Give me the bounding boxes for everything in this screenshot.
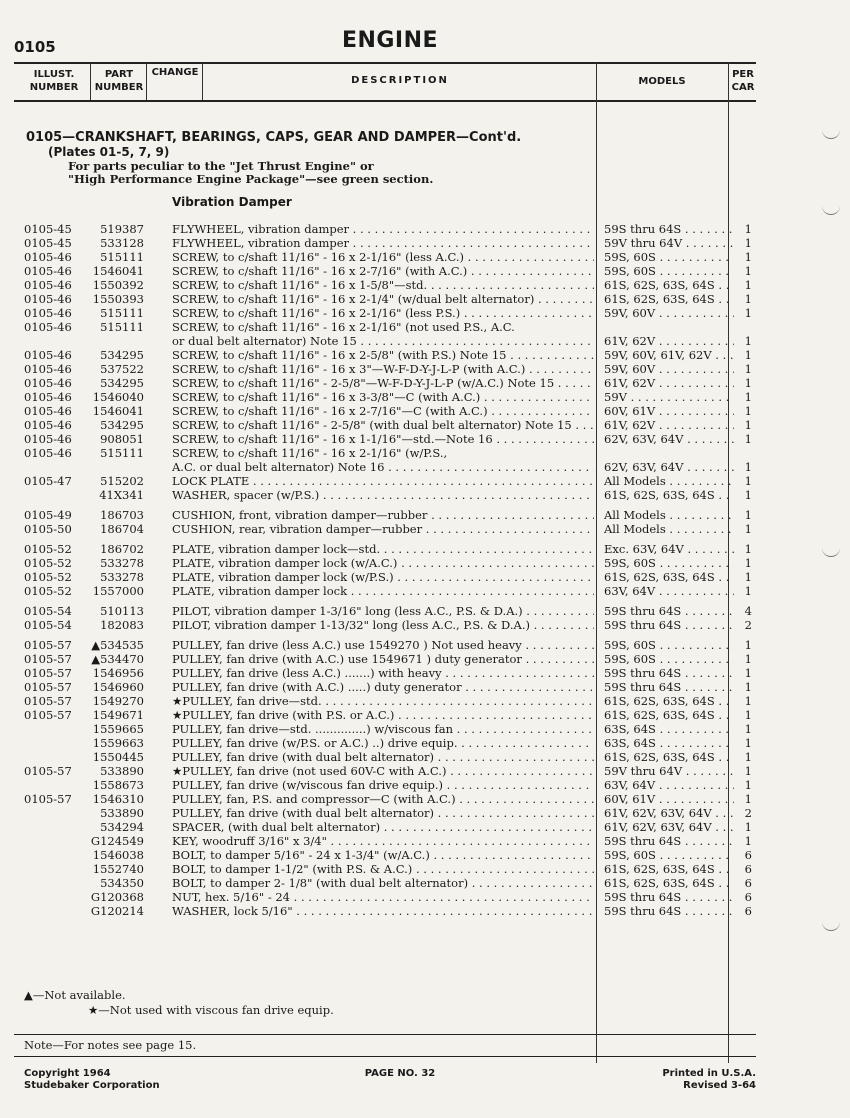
- table-row: [0, 680, 850, 694]
- models: 59S thru 64S . . .: [604, 890, 734, 904]
- footer-rule: [14, 1056, 756, 1057]
- models: 61S, 62S, 63S, 64S . . .: [604, 570, 734, 584]
- description: FLYWHEEL, vibration damper . . .: [172, 222, 594, 236]
- models: 59S thru 64S . . .: [604, 618, 734, 632]
- illust-number: 0105-46: [24, 306, 72, 320]
- col-divider-change: [202, 63, 203, 100]
- per-car: 1: [744, 722, 752, 736]
- col-head-illust: ILLUST. NUMBER: [29, 69, 79, 93]
- table-row: [0, 488, 850, 502]
- part-number: 1550445: [92, 750, 144, 764]
- description: SCREW, to c/shaft 11/16" - 16 x 1-1/16"—std.—Note 16 . . .: [172, 432, 594, 446]
- models: 59S thru 64S . . .: [604, 680, 734, 694]
- description: SCREW, to c/shaft 11/16" - 2-5/8"—W-F-D-Y-J-L-P (w/A.C.) Note 15 . . .: [172, 376, 594, 390]
- table-row: [0, 604, 850, 618]
- per-car: 1: [744, 474, 752, 488]
- table-row: [0, 474, 850, 488]
- per-car: 6: [744, 862, 752, 876]
- per-car: 1: [744, 584, 752, 598]
- per-car: 1: [744, 736, 752, 750]
- table-row: [0, 666, 850, 680]
- models: 62V, 63V, 64V . . .: [604, 460, 734, 474]
- models: 62V, 63V, 64V . . .: [604, 432, 734, 446]
- models: 61V, 62V, 63V, 64V . . .: [604, 806, 734, 820]
- description: SCREW, to c/shaft 11/16" - 16 x 3"—W-F-D-Y-J-L-P (with A.C.) . . .: [172, 362, 594, 376]
- illust-number: 0105-45: [24, 222, 72, 236]
- illust-number: 0105-54: [24, 618, 72, 632]
- per-car: 1: [744, 306, 752, 320]
- per-car: 4: [744, 604, 752, 618]
- binder-mark: [822, 204, 840, 215]
- table-row: [0, 306, 850, 320]
- part-number: 182083: [100, 618, 144, 632]
- illust-number: 0105-46: [24, 320, 72, 334]
- illust-number: 0105-52: [24, 556, 72, 570]
- table-row: [0, 764, 850, 778]
- table-row: [0, 722, 850, 736]
- illust-number: 0105-57: [24, 694, 72, 708]
- table-row: [0, 334, 850, 348]
- description: PULLEY, fan drive (less A.C.) use 1549270 ) Not used heavy . . .: [172, 638, 594, 652]
- illust-number: 0105-45: [24, 236, 72, 250]
- table-row: [0, 292, 850, 306]
- part-number: 534295: [100, 376, 144, 390]
- table-row: [0, 652, 850, 666]
- per-car: 1: [744, 638, 752, 652]
- binder-mark: [822, 920, 840, 931]
- part-number: 1546040: [92, 390, 144, 404]
- description: PULLEY, fan, P.S. and compressor—C (with A.C.) . . .: [172, 792, 594, 806]
- table-row: [0, 778, 850, 792]
- table-row: [0, 834, 850, 848]
- description: PULLEY, fan drive (with A.C.) .....) duty generator . . .: [172, 680, 594, 694]
- models: 63V, 64V . . .: [604, 584, 734, 598]
- models: 59V, 60V . . .: [604, 306, 734, 320]
- part-number: 1549270: [92, 694, 144, 708]
- illust-number: 0105-46: [24, 362, 72, 376]
- part-number: 1558673: [92, 778, 144, 792]
- col-head-description: DESCRIPTION: [351, 75, 449, 86]
- company: Studebaker Corporation: [24, 1080, 160, 1091]
- models: 61S, 62S, 63S, 64S . . .: [604, 694, 734, 708]
- illust-number: 0105-57: [24, 792, 72, 806]
- illust-number: 0105-46: [24, 446, 72, 460]
- part-number: 908051: [100, 432, 144, 446]
- illust-number: 0105-46: [24, 278, 72, 292]
- part-number: 1552740: [92, 862, 144, 876]
- description: BOLT, to damper 5/16" - 24 x 1-3/4" (w/A.C.) . . .: [172, 848, 594, 862]
- footnote-not-used-viscous: ★—Not used with viscous fan drive equip.: [88, 1003, 334, 1017]
- per-car: 1: [744, 820, 752, 834]
- table-row: [0, 432, 850, 446]
- table-row: [0, 820, 850, 834]
- part-number: 533890: [100, 764, 144, 778]
- description: CUSHION, rear, vibration damper—rubber . . .: [172, 522, 594, 536]
- description: PILOT, vibration damper 1-3/16" long (less A.C., P.S. & D.A.) . . .: [172, 604, 594, 618]
- models: 59S thru 64S . . .: [604, 604, 734, 618]
- per-car: 1: [744, 556, 752, 570]
- part-number: 1546310: [92, 792, 144, 806]
- models: 61S, 62S, 63S, 64S . . .: [604, 278, 734, 292]
- part-number: 533278: [100, 556, 144, 570]
- models: 59S, 60S . . .: [604, 652, 734, 666]
- description: SCREW, to c/shaft 11/16" - 16 x 2-5/8" (with P.S.) Note 15 . . .: [172, 348, 594, 362]
- part-number: 515111: [100, 320, 144, 334]
- part-number: 41X341: [99, 488, 144, 502]
- table-row: [0, 904, 850, 918]
- description: ★PULLEY, fan drive—std. . . .: [172, 694, 594, 708]
- illust-number: 0105-47: [24, 474, 72, 488]
- per-car: 1: [744, 488, 752, 502]
- models: 59S, 60S . . .: [604, 556, 734, 570]
- description: PLATE, vibration damper lock (w/P.S.) . . .: [172, 570, 594, 584]
- part-number: 533890: [100, 806, 144, 820]
- table-row: [0, 376, 850, 390]
- section-note-2: "High Performance Engine Package"—see green section.: [68, 172, 434, 186]
- models: 59V, 60V, 61V, 62V . . .: [604, 348, 734, 362]
- revised: Revised 3-64: [683, 1080, 756, 1091]
- models: 59V thru 64V . . .: [604, 236, 734, 250]
- table-row: [0, 264, 850, 278]
- models: 59S, 60S . . .: [604, 848, 734, 862]
- copyright: Copyright 1964: [24, 1068, 111, 1079]
- description: A.C. or dual belt alternator) Note 16 . . .: [172, 460, 594, 474]
- part-number: 1550393: [92, 292, 144, 306]
- part-number: 515111: [100, 306, 144, 320]
- table-row: [0, 508, 850, 522]
- part-number: 537522: [100, 362, 144, 376]
- description: PULLEY, fan drive—std. ..............) w/viscous fan . . .: [172, 722, 594, 736]
- description: ★PULLEY, fan drive (with P.S. or A.C.) . . .: [172, 708, 594, 722]
- description: LOCK PLATE . . .: [172, 474, 594, 488]
- models: 60V, 61V . . .: [604, 404, 734, 418]
- part-number: ▲534470: [91, 652, 144, 666]
- col-head-models: MODELS: [638, 76, 686, 87]
- table-row: [0, 362, 850, 376]
- description: SCREW, to c/shaft 11/16" - 2-5/8" (with dual belt alternator) Note 15 . . .: [172, 418, 594, 432]
- page-number: PAGE NO. 32: [364, 1068, 436, 1079]
- illust-number: 0105-52: [24, 570, 72, 584]
- description: WASHER, lock 5/16" . . .: [172, 904, 594, 918]
- part-number: 186704: [100, 522, 144, 536]
- part-number: 186703: [100, 508, 144, 522]
- description: SCREW, to c/shaft 11/16" - 16 x 2-1/16" (not used P.S., A.C.: [172, 320, 515, 334]
- description: PULLEY, fan drive (w/viscous fan drive equip.) . . .: [172, 778, 594, 792]
- description: SCREW, to c/shaft 11/16" - 16 x 2-7/16"—C (with A.C.) . . .: [172, 404, 594, 418]
- col-head-change: CHANGE: [151, 67, 199, 78]
- models: 61S, 62S, 63S, 64S . . .: [604, 708, 734, 722]
- table-row: [0, 736, 850, 750]
- models: 61S, 62S, 63S, 64S . . .: [604, 750, 734, 764]
- table-row: [0, 638, 850, 652]
- part-number: 534295: [100, 348, 144, 362]
- description: PLATE, vibration damper lock—std. . . .: [172, 542, 594, 556]
- per-car: 1: [744, 418, 752, 432]
- part-number: G124549: [90, 834, 144, 848]
- description: PULLEY, fan drive (with dual belt alternator) . . .: [172, 806, 594, 820]
- illust-number: 0105-52: [24, 584, 72, 598]
- table-row: [0, 890, 850, 904]
- part-number: 186702: [100, 542, 144, 556]
- models: All Models . . .: [604, 522, 734, 536]
- part-number: 515111: [100, 250, 144, 264]
- page-title: ENGINE: [341, 28, 439, 53]
- table-row: [0, 522, 850, 536]
- illust-number: 0105-50: [24, 522, 72, 536]
- page-code: 0105: [14, 38, 56, 56]
- illust-number: 0105-46: [24, 292, 72, 306]
- part-number: 519387: [100, 222, 144, 236]
- description: KEY, woodruff 3/16" x 3/4" . . .: [172, 834, 594, 848]
- header-top-rule: [14, 62, 756, 64]
- models: 61V, 62V . . .: [604, 376, 734, 390]
- per-car: 1: [744, 778, 752, 792]
- models: 59S thru 64S . . .: [604, 904, 734, 918]
- models: 61S, 62S, 63S, 64S . . .: [604, 488, 734, 502]
- per-car: 1: [744, 508, 752, 522]
- per-car: 1: [744, 348, 752, 362]
- per-car: 1: [744, 460, 752, 474]
- illust-number: 0105-49: [24, 508, 72, 522]
- models: 61V, 62V . . .: [604, 334, 734, 348]
- illust-number: 0105-46: [24, 390, 72, 404]
- table-row: [0, 446, 850, 460]
- footnote-note: Note—For notes see page 15.: [24, 1038, 197, 1052]
- part-number: 1546038: [92, 848, 144, 862]
- per-car: 1: [744, 708, 752, 722]
- per-car: 1: [744, 362, 752, 376]
- models: 59S, 60S . . .: [604, 250, 734, 264]
- part-number: 1557000: [92, 584, 144, 598]
- per-car: 1: [744, 236, 752, 250]
- table-row: [0, 876, 850, 890]
- col-head-part: PART NUMBER: [94, 69, 144, 93]
- col-head-per-car: PER CAR: [731, 69, 755, 93]
- section-plates: (Plates 01-5, 7, 9): [48, 145, 170, 159]
- subheading-vibration-damper: Vibration Damper: [172, 195, 292, 209]
- models: 63V, 64V . . .: [604, 778, 734, 792]
- models: 61S, 62S, 63S, 64S . . .: [604, 862, 734, 876]
- description: SCREW, to c/shaft 11/16" - 16 x 1-5/8"—std. . . .: [172, 278, 594, 292]
- illust-number: 0105-46: [24, 250, 72, 264]
- table-row: [0, 250, 850, 264]
- col-divider-illust: [90, 63, 91, 100]
- table-row: [0, 222, 850, 236]
- illust-number: 0105-57: [24, 764, 72, 778]
- illust-number: 0105-57: [24, 638, 72, 652]
- part-number: 1550392: [92, 278, 144, 292]
- per-car: 1: [744, 680, 752, 694]
- per-car: 1: [744, 278, 752, 292]
- per-car: 1: [744, 390, 752, 404]
- per-car: 1: [744, 542, 752, 556]
- per-car: 6: [744, 904, 752, 918]
- illust-number: 0105-57: [24, 666, 72, 680]
- description: BOLT, to damper 2- 1/8" (with dual belt alternator) . . .: [172, 876, 594, 890]
- models: 59S thru 64S . . .: [604, 666, 734, 680]
- part-number: 1546041: [92, 404, 144, 418]
- per-car: 1: [744, 792, 752, 806]
- table-row: [0, 708, 850, 722]
- description: BOLT, to damper 1-1/2" (with P.S. & A.C.) . . .: [172, 862, 594, 876]
- illust-number: 0105-46: [24, 404, 72, 418]
- table-row: [0, 584, 850, 598]
- table-row: [0, 236, 850, 250]
- models: 61V, 62V . . .: [604, 418, 734, 432]
- printed: Printed in U.S.A.: [662, 1068, 756, 1079]
- part-number: 533128: [100, 236, 144, 250]
- description: SCREW, to c/shaft 11/16" - 16 x 2-1/16" (less A.C.) . . .: [172, 250, 594, 264]
- table-row: [0, 404, 850, 418]
- description: SCREW, to c/shaft 11/16" - 16 x 2-1/4" (w/dual belt alternator) . . .: [172, 292, 594, 306]
- table-row: [0, 694, 850, 708]
- illust-number: 0105-46: [24, 376, 72, 390]
- illust-number: 0105-46: [24, 418, 72, 432]
- models: 59S thru 64S . . .: [604, 834, 734, 848]
- table-row: [0, 348, 850, 362]
- per-car: 1: [744, 334, 752, 348]
- per-car: 1: [744, 292, 752, 306]
- footnote-rule: [14, 1034, 756, 1035]
- part-number: 515202: [100, 474, 144, 488]
- part-number: 1546960: [92, 680, 144, 694]
- illust-number: 0105-57: [24, 652, 72, 666]
- table-row: [0, 390, 850, 404]
- description: SCREW, to c/shaft 11/16" - 16 x 2-1/16" (w/P.S.,: [172, 446, 448, 460]
- part-number: ▲534535: [91, 638, 144, 652]
- models: 59V . . .: [604, 390, 734, 404]
- header-bottom-rule: [14, 100, 756, 102]
- models: 61S, 62S, 63S, 64S . . .: [604, 876, 734, 890]
- per-car: 2: [744, 806, 752, 820]
- per-car: 1: [744, 750, 752, 764]
- per-car: 1: [744, 376, 752, 390]
- table-row: [0, 460, 850, 474]
- part-number: 510113: [100, 604, 144, 618]
- per-car: 6: [744, 876, 752, 890]
- per-car: 1: [744, 764, 752, 778]
- illust-number: 0105-54: [24, 604, 72, 618]
- table-row: [0, 556, 850, 570]
- illust-number: 0105-46: [24, 348, 72, 362]
- models: All Models . . .: [604, 474, 734, 488]
- illust-number: 0105-57: [24, 708, 72, 722]
- table-row: [0, 320, 850, 334]
- models: 63S, 64S . . .: [604, 722, 734, 736]
- per-car: 1: [744, 222, 752, 236]
- part-number: G120368: [90, 890, 144, 904]
- description: SCREW, to c/shaft 11/16" - 16 x 2-1/16" (less P.S.) . . .: [172, 306, 594, 320]
- per-car: 1: [744, 834, 752, 848]
- per-car: 1: [744, 250, 752, 264]
- description: PLATE, vibration damper lock (w/A.C.) . . .: [172, 556, 594, 570]
- part-number: 1559663: [92, 736, 144, 750]
- table-row: [0, 278, 850, 292]
- models: 61V, 62V, 63V, 64V . . .: [604, 820, 734, 834]
- description: SCREW, to c/shaft 11/16" - 16 x 3-3/8"—C (with A.C.) . . .: [172, 390, 594, 404]
- models: 59S, 60S . . .: [604, 264, 734, 278]
- table-row: [0, 792, 850, 806]
- part-number: 1546041: [92, 264, 144, 278]
- table-row: [0, 848, 850, 862]
- part-number: 1549671: [92, 708, 144, 722]
- description: NUT, hex. 5/16" - 24 . . .: [172, 890, 594, 904]
- per-car: 1: [744, 666, 752, 680]
- part-number: 1559665: [92, 722, 144, 736]
- part-number: 1546956: [92, 666, 144, 680]
- description: or dual belt alternator) Note 15 . . .: [172, 334, 594, 348]
- models: 60V, 61V . . .: [604, 792, 734, 806]
- description: PILOT, vibration damper 1-13/32" long (less A.C., P.S. & D.A.) . . .: [172, 618, 594, 632]
- per-car: 1: [744, 694, 752, 708]
- models: 63S, 64S . . .: [604, 736, 734, 750]
- table-row: [0, 418, 850, 432]
- models: 59V thru 64V . . .: [604, 764, 734, 778]
- table-row: [0, 542, 850, 556]
- description: SCREW, to c/shaft 11/16" - 16 x 2-7/16" (with A.C.) . . .: [172, 264, 594, 278]
- part-number: G120214: [90, 904, 144, 918]
- per-car: 6: [744, 890, 752, 904]
- description: PULLEY, fan drive (less A.C.) .......) with heavy . . .: [172, 666, 594, 680]
- table-row: [0, 750, 850, 764]
- col-divider-part: [146, 63, 147, 100]
- part-number: 515111: [100, 446, 144, 460]
- description: PULLEY, fan drive (w/P.S. or A.C.) ..) drive equip. . . .: [172, 736, 594, 750]
- description: CUSHION, front, vibration damper—rubber . . .: [172, 508, 594, 522]
- section-title: 0105—CRANKSHAFT, BEARINGS, CAPS, GEAR AND DAMPER—Cont'd.: [26, 130, 522, 145]
- footnote-not-available: ▲—Not available.: [24, 988, 126, 1002]
- per-car: 1: [744, 570, 752, 584]
- description: SPACER, (with dual belt alternator) . . .: [172, 820, 594, 834]
- per-car: 1: [744, 404, 752, 418]
- per-car: 1: [744, 264, 752, 278]
- illust-number: 0105-57: [24, 680, 72, 694]
- part-number: 534295: [100, 418, 144, 432]
- illust-number: 0105-52: [24, 542, 72, 556]
- part-number: 533278: [100, 570, 144, 584]
- part-number: 534294: [100, 820, 144, 834]
- per-car: 1: [744, 432, 752, 446]
- description: PULLEY, fan drive (with dual belt alternator) . . .: [172, 750, 594, 764]
- illust-number: 0105-46: [24, 264, 72, 278]
- per-car: 1: [744, 652, 752, 666]
- per-car: 2: [744, 618, 752, 632]
- models: 59S thru 64S . . .: [604, 222, 734, 236]
- per-car: 1: [744, 522, 752, 536]
- models: 59V, 60V . . .: [604, 362, 734, 376]
- table-row: [0, 570, 850, 584]
- table-row: [0, 862, 850, 876]
- description: ★PULLEY, fan drive (not used 60V-C with A.C.) . . .: [172, 764, 594, 778]
- table-row: [0, 618, 850, 632]
- description: PULLEY, fan drive (with A.C.) use 1549671 ) duty generator . . .: [172, 652, 594, 666]
- part-number: 534350: [100, 876, 144, 890]
- table-row: [0, 806, 850, 820]
- models: 61S, 62S, 63S, 64S . . .: [604, 292, 734, 306]
- description: PLATE, vibration damper lock . . .: [172, 584, 594, 598]
- models: 59S, 60S . . .: [604, 638, 734, 652]
- description: FLYWHEEL, vibration damper . . .: [172, 236, 594, 250]
- illust-number: 0105-46: [24, 432, 72, 446]
- per-car: 6: [744, 848, 752, 862]
- footer-right: [620, 1068, 756, 1092]
- models: All Models . . .: [604, 508, 734, 522]
- section-note-1: For parts peculiar to the "Jet Thrust Engine" or: [68, 159, 374, 173]
- models: Exc. 63V, 64V . . .: [604, 542, 734, 556]
- description: WASHER, spacer (w/P.S.) . . .: [172, 488, 594, 502]
- binder-mark: [822, 128, 840, 139]
